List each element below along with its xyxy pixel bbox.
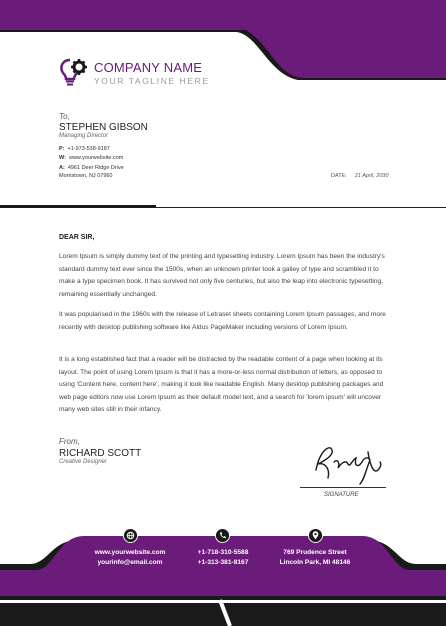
- bulb-gear-icon: [58, 56, 90, 88]
- phone-value: +1-973-538-9187: [67, 146, 110, 152]
- footer-web: www.yourwebsite.com: [94, 549, 166, 556]
- from-label: From,: [59, 437, 80, 446]
- address-label: A:: [59, 165, 65, 171]
- divider-accent: [0, 205, 156, 208]
- recipient-name: STEPHEN GIBSON: [59, 122, 148, 133]
- web-value: www.yourwebsite.com: [68, 155, 124, 161]
- phone-icon: [215, 528, 230, 543]
- footer-street: 769 Prudence Street: [283, 549, 347, 556]
- location-pin-icon: [308, 528, 323, 543]
- paragraph-1: Lorem Ipsum is simply dummy text of the printing and typesetting industry. Lorem Ipsum has been the industry's standard dummy text ever since the 1500s, when an unknown printer took a galley of type and scrambled it to make a type specimen book. It has survived not only five centuries, but also the leap into electronic typesetting, remaining essentially unchanged.: [59, 253, 385, 298]
- globe-icon: [123, 528, 138, 543]
- signature-label: SIGNATURE: [324, 492, 359, 498]
- recipient-web: [59, 155, 123, 161]
- footer-band: [0, 530, 446, 626]
- recipient-address-line2: Morristown, NJ 07960: [59, 173, 113, 179]
- footer-city: Lincoln Park, MI 48146: [279, 559, 351, 566]
- phone-label: P:: [59, 146, 65, 152]
- company-tagline: YOUR TAGLINE HERE: [94, 76, 210, 86]
- sender-name: RICHARD SCOTT: [59, 448, 142, 459]
- to-label: To,: [59, 112, 70, 121]
- recipient-title: Managing Director: [59, 133, 109, 139]
- date-row: [331, 173, 389, 179]
- footer-email: yourinfo@email.com: [97, 559, 163, 566]
- date-label: DATE:: [331, 173, 347, 179]
- paragraph-3: It is a long established fact that a reader will be distracted by the readable content of a page when looking at its layout. The point of using Lorem Ipsum is that it has a more-or-less normal distribution of letters, as opposed to using 'Content here, content here', making it look like readable English. Many desktop publishing packages and web page editors now use Lorem Ipsum as their default model text, and a search for 'lorem ipsum' will uncover many web sites still in their infancy.: [59, 356, 384, 414]
- paragraph-2: It was popularised in the 1960s with the release of Letraset sheets containing Lorem Ipsum passages, and more recently with desktop publishing software like Aldus PageMaker including versions of Lorem Ipsum.: [59, 311, 386, 331]
- footer-phone-2: +1-313-381-8167: [197, 559, 249, 566]
- recipient-phone: [59, 146, 110, 152]
- web-label: W:: [59, 155, 66, 161]
- sender-title: Creative Designer: [59, 459, 108, 465]
- company-name: COMPANY NAME: [94, 60, 203, 75]
- handwritten-signature: [308, 440, 388, 486]
- address-line1: 4961 Deer Ridge Drive: [67, 165, 124, 171]
- signature-line: [300, 487, 386, 488]
- date-value: 21 April, 2030: [354, 173, 389, 179]
- footer-phone-1: +1-718-310-5588: [197, 549, 249, 556]
- greeting: DEAR SIR,: [59, 234, 95, 241]
- recipient-address: [59, 165, 124, 171]
